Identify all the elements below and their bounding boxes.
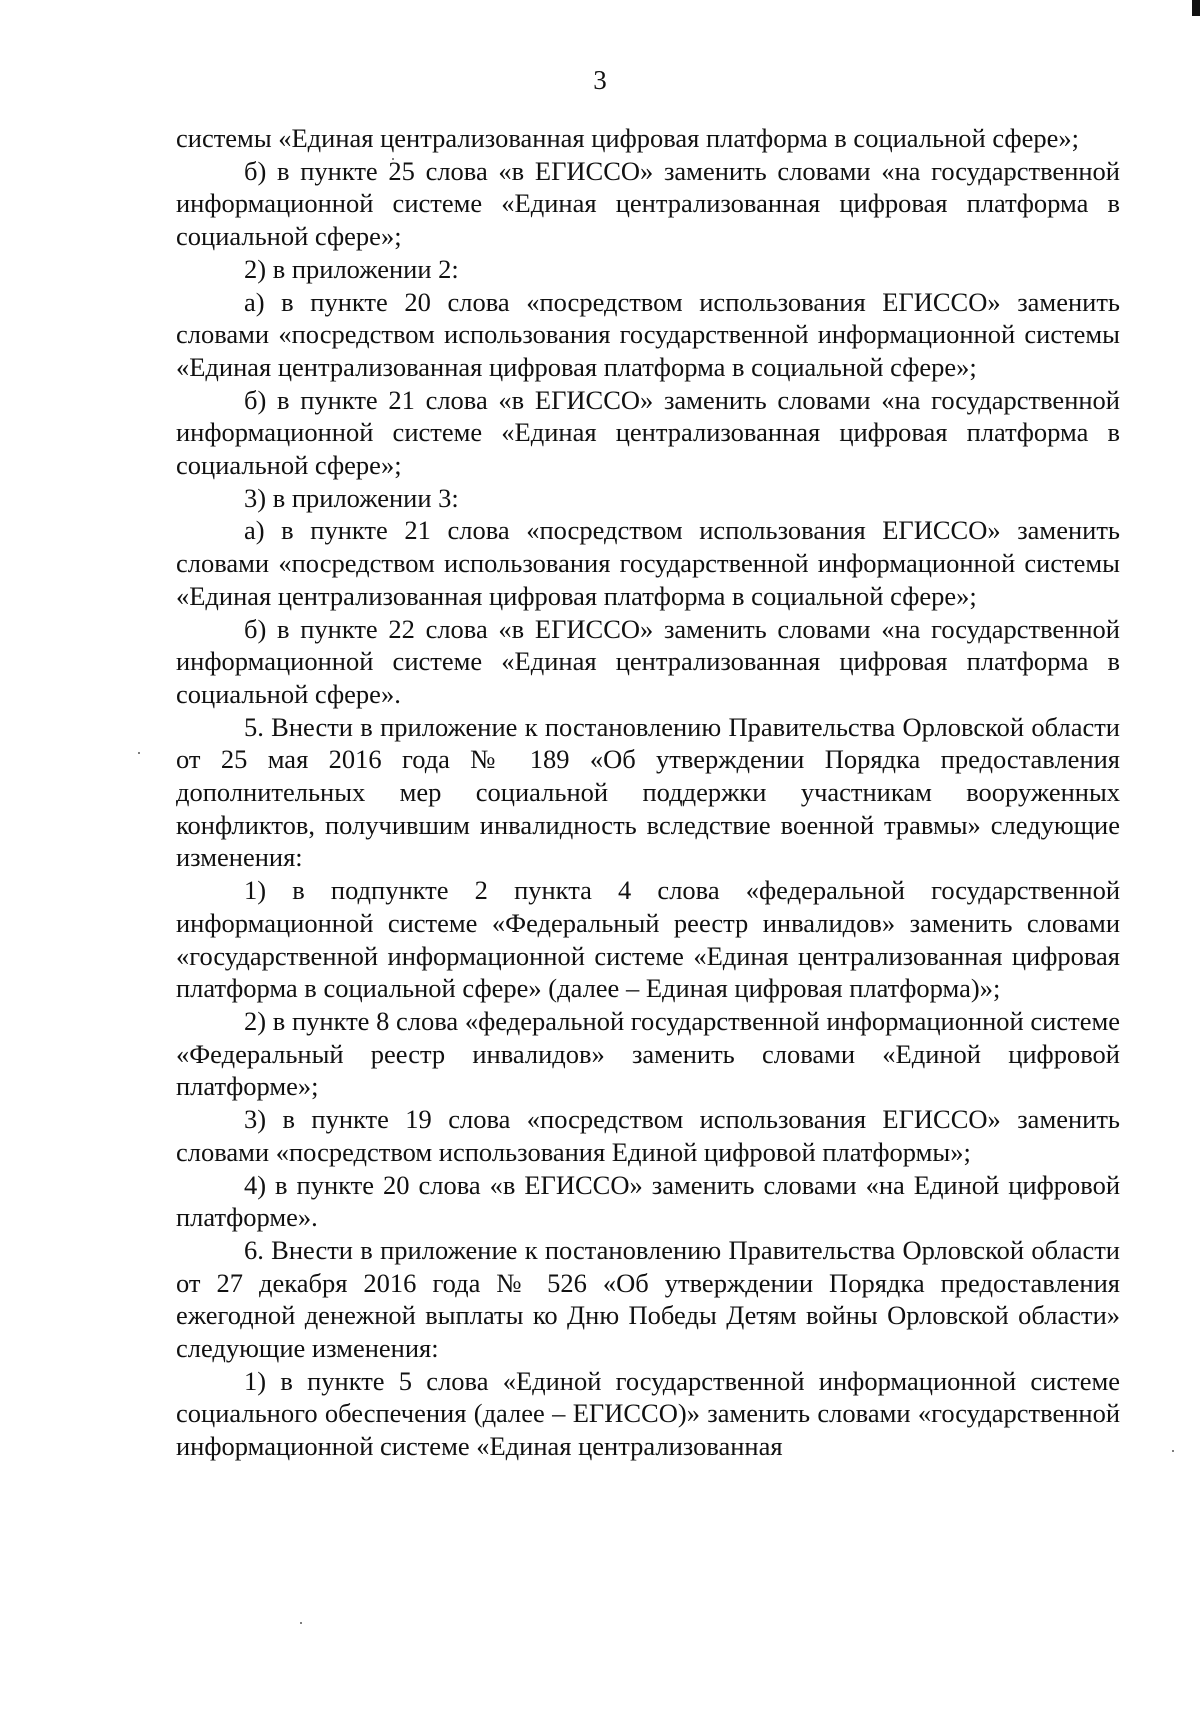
scan-edge-mark bbox=[1192, 0, 1200, 16]
paragraph-section-6: 6. Внести в приложение к постановлению Правительства Орловской области от 27 декабря 2016 года № 526 «Об утверждении Порядка предоставления ежегодной денежной выплаты ко Дню Победы Детям войны Орловской области» следующие изменения: bbox=[176, 1234, 1120, 1364]
paragraph-5-2: 2) в пункте 8 слова «федеральной государственной информационной системе «Федеральный реестр инвалидов» заменить словами «Единой цифровой платформе»; bbox=[176, 1005, 1120, 1102]
paragraph-5-1: 1) в подпункте 2 пункта 4 слова «федеральной государственной информационной системе «Федеральный реестр инвалидов» заменить словами «государственной информационной системе «Единая централизованная цифровая платформа в социальной сфере» (далее – Единая цифровая платформа)»; bbox=[176, 875, 1120, 1004]
paragraph-5-4: 4) в пункте 20 слова «в ЕГИССО» заменить словами «на Единой цифровой платформе». bbox=[176, 1169, 1120, 1233]
paragraph-section-5: 5. Внести в приложение к постановлению Правительства Орловской области от 25 мая 2016 года № 189 «Об утверждении Порядка предоставления дополнительных мер социальной поддержки участникам вооруженных конфликтов, получившим инвалидность вследствие военной травмы» следующие изменения: bbox=[176, 711, 1120, 873]
paragraph-3b-item-22: б) в пункте 22 слова «в ЕГИССО» заменить словами «на государственной информационной системе «Единая централизованная цифровая платформа в социальной сфере». bbox=[176, 613, 1120, 709]
paragraph-continuation: системы «Единая централизованная цифровая платформа в социальной сфере»; bbox=[176, 123, 1079, 153]
paragraph-3a-item-21: а) в пункте 21 слова «посредством использования ЕГИССО» заменить словами «посредством использования государственной информационной системы «Единая централизованная цифровая платформа в социальной сфере»; bbox=[176, 515, 1120, 611]
scan-speck bbox=[138, 752, 140, 754]
scan-speck bbox=[300, 1622, 302, 1624]
paragraph-6-1: 1) в пункте 5 слова «Единой государственной информационной системе социального обеспечения (далее – ЕГИССО)» заменить словами «государственной информационной системе «Единая централизованная bbox=[176, 1365, 1120, 1462]
paragraph-appendix-2: 2) в приложении 2: bbox=[244, 253, 459, 284]
document-body bbox=[176, 122, 1120, 1463]
paragraph-2a-item-20: а) в пункте 20 слова «посредством использования ЕГИССО» заменить словами «посредством использования государственной информационной системы «Единая централизованная цифровая платформа в социальной сфере»; bbox=[176, 286, 1120, 382]
paragraph-appendix-3: 3) в приложении 3: bbox=[244, 482, 459, 513]
scan-speck bbox=[1172, 1450, 1174, 1452]
paragraph-2b-item-21: б) в пункте 21 слова «в ЕГИССО» заменить словами «на государственной информационной системе «Единая централизованная цифровая платформа в социальной сфере»; bbox=[176, 384, 1120, 481]
page-number: 3 bbox=[593, 65, 607, 95]
paragraph-1b-item-25: б) в пункте 25 слова «в ЕГИССО» заменить словами «на государственной информационной системе «Единая централизованная цифровая платформа в социальной сфере»; bbox=[176, 155, 1120, 252]
paragraph-5-3: 3) в пункте 19 слова «посредством использования ЕГИССО» заменить словами «посредством использования Единой цифровой платформы»; bbox=[176, 1104, 1120, 1167]
